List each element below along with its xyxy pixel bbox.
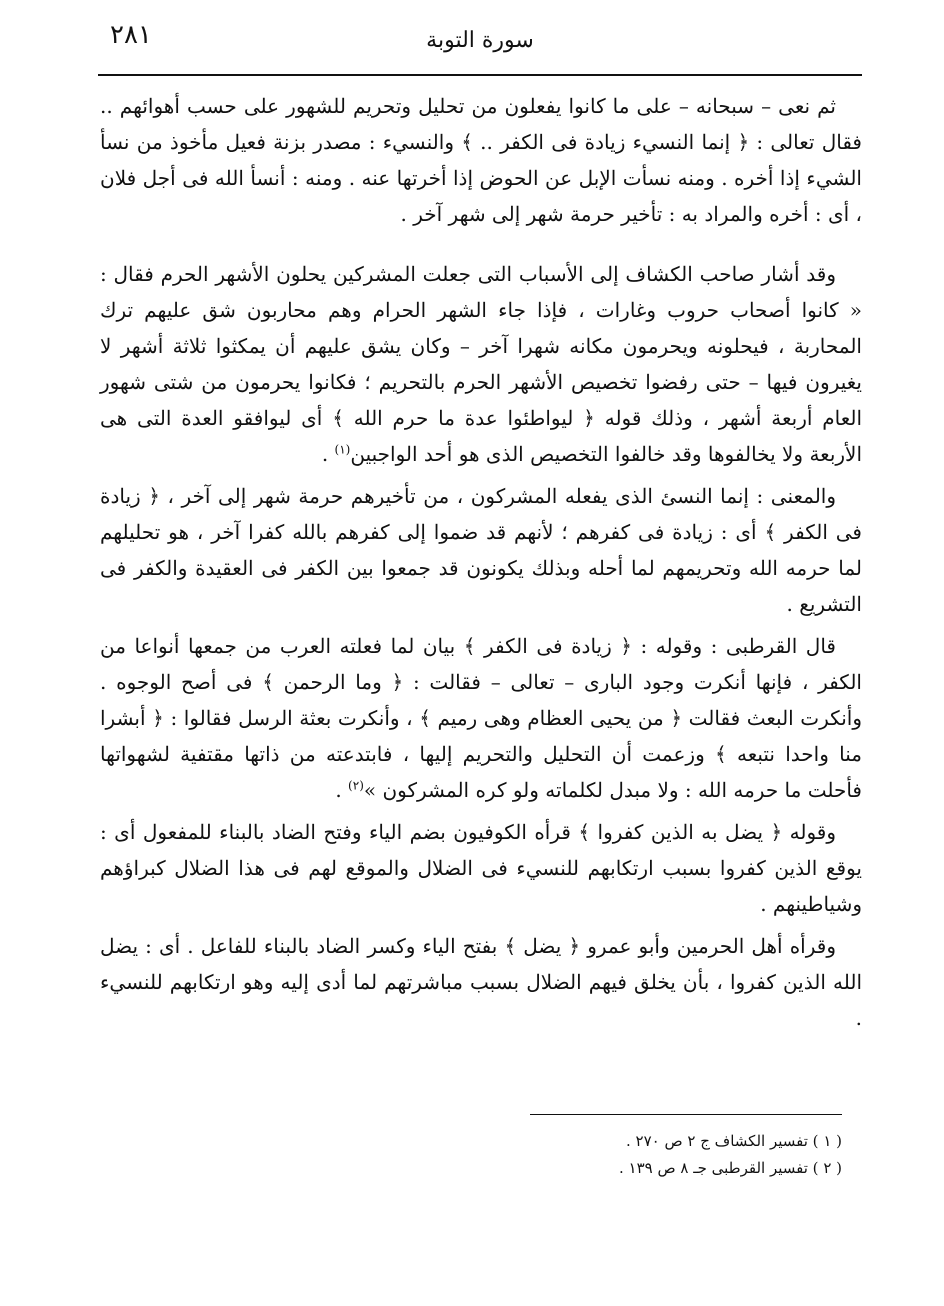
page-header — [100, 14, 860, 70]
paragraph-3-text: والمعنى : إنما النسئ الذى يفعله المشركون ، من تأخيرهم حرمة شهر إلى آخر ، ﴿ زيادة فى الكفر ﴾ أى : زيادة فى كفرهم ؛ لأنهم قد ضموا إلى كفرهم بالله كفرا آخر ، هو تحليلهم لما حرمه الله وتحريمهم لما أحله وبذلك يكونون قد جمعوا بين الكفر فى العقيدة والكفر فى التشريع . — [100, 484, 862, 616]
paragraph-1 — [100, 88, 862, 232]
footnote-2: ( ٢ ) تفسير القرطبى جـ ٨ ص ١٣٩ . — [618, 1159, 842, 1177]
paragraph-5 — [100, 814, 862, 922]
paragraph-6 — [100, 928, 862, 1036]
paragraph-4 — [100, 628, 862, 808]
running-title: سورة التوبة — [426, 28, 534, 53]
paragraph-6-text: وقرأه أهل الحرمين وأبو عمرو ﴿ يضل ﴾ بفتح الياء وكسر الضاد بالبناء للفاعل . أى : يضل الله الذين كفروا ، بأن يخلق فيهم الضلال بسبب مباشرتهم لما أدى إليه وهو ارتكابهم للنسيء . — [100, 934, 862, 1030]
paragraph-2 — [100, 256, 862, 472]
paragraph-5-text: وقوله ﴿ يضل به الذين كفروا ﴾ قرأه الكوفيون بضم الياء وفتح الضاد بالبناء للمفعول أى : يوقع الذين كفروا بسبب ارتكابهم للنسيء فى الضلال والموقع لهم فى هذا الضلال كبراؤهم وشياطينهم . — [100, 820, 862, 916]
paragraph-4-text: قال القرطبى : وقوله : ﴿ زيادة فى الكفر ﴾ بيان لما فعلته العرب من جمعها أنواعا من الكفر ، فإنها أنكرت وجود البارى – تعالى – فقالت : ﴿ وما الرحمن ﴾ فى أصح الوجوه . وأنكرت البعث فقالت ﴿ من يحيى العظام وهى رميم ﴾ ، وأنكرت بعثة الرسل فقالوا : ﴿ أبشرا منا واحدا نتبعه ﴾ وزعمت أن التحليل والتحريم إليها ، فابتدعته من ذاتها مقتفية لشهواتها فأحلت ما حرمه الله : ولا مبدل لكلماته ولو كره المشركون » — [100, 634, 863, 802]
footnote-1: ( ١ ) تفسير الكشاف ج ٢ ص ٢٧٠ . — [626, 1132, 842, 1150]
paragraph-1-text: ثم نعى – سبحانه – على ما كانوا يفعلون من تحليل وتحريم للشهور على حسب أهوائهم .. فقال تعالى : ﴿ إنما النسيء زيادة فى الكفر .. ﴾ والنسيء : مصدر بزنة فعيل مأخوذ من نسأ الشيء إذا أخره . ومنه نسأت الإبل عن الحوض إذا أخرتها عنه . ومنه : أنسأ الله فى أجل فلان ، أى : أخره والمراد به : تأخير حرمة شهر إلى شهر آخر . — [100, 94, 862, 226]
header-rule — [98, 74, 862, 76]
footnote-rule — [530, 1114, 842, 1115]
main-text — [100, 88, 862, 1042]
paragraph-2-text: وقد أشار صاحب الكشاف إلى الأسباب التى جعلت المشركين يحلون الأشهر الحرم فقال : « كانوا أصحاب حروب وغارات ، فإذا جاء الشهر الحرام وهم محاربون شق عليهم ترك المحاربة ، فيحلونه ويحرمون مكانه شهرا آخر – وكان يشق عليهم أن يمكثوا ثلاثة أشهر لا يغيرون فيها – حتى رفضوا تخصيص الأشهر الحرم بالتحريم ؛ فكانوا يحرمون من شتى شهور العام أربعة أشهر ، وذلك قوله ﴿ ليواطئوا عدة ما حرم الله ﴾ أى ليوافقو العدة التى هى الأربعة ولا يخالفوها وقد خالفوا التخصيص الذى هو أحد الواجبين — [100, 262, 863, 466]
footnote-marker-1: (١) — [334, 442, 351, 457]
paragraph-3 — [100, 478, 862, 622]
page-number: ٢٨١ — [110, 20, 152, 50]
footnotes — [500, 1128, 842, 1182]
paragraph-2-ending: . — [321, 442, 335, 466]
paragraph-4-ending: . — [335, 778, 349, 802]
footnote-marker-2: (٢) — [348, 778, 364, 793]
